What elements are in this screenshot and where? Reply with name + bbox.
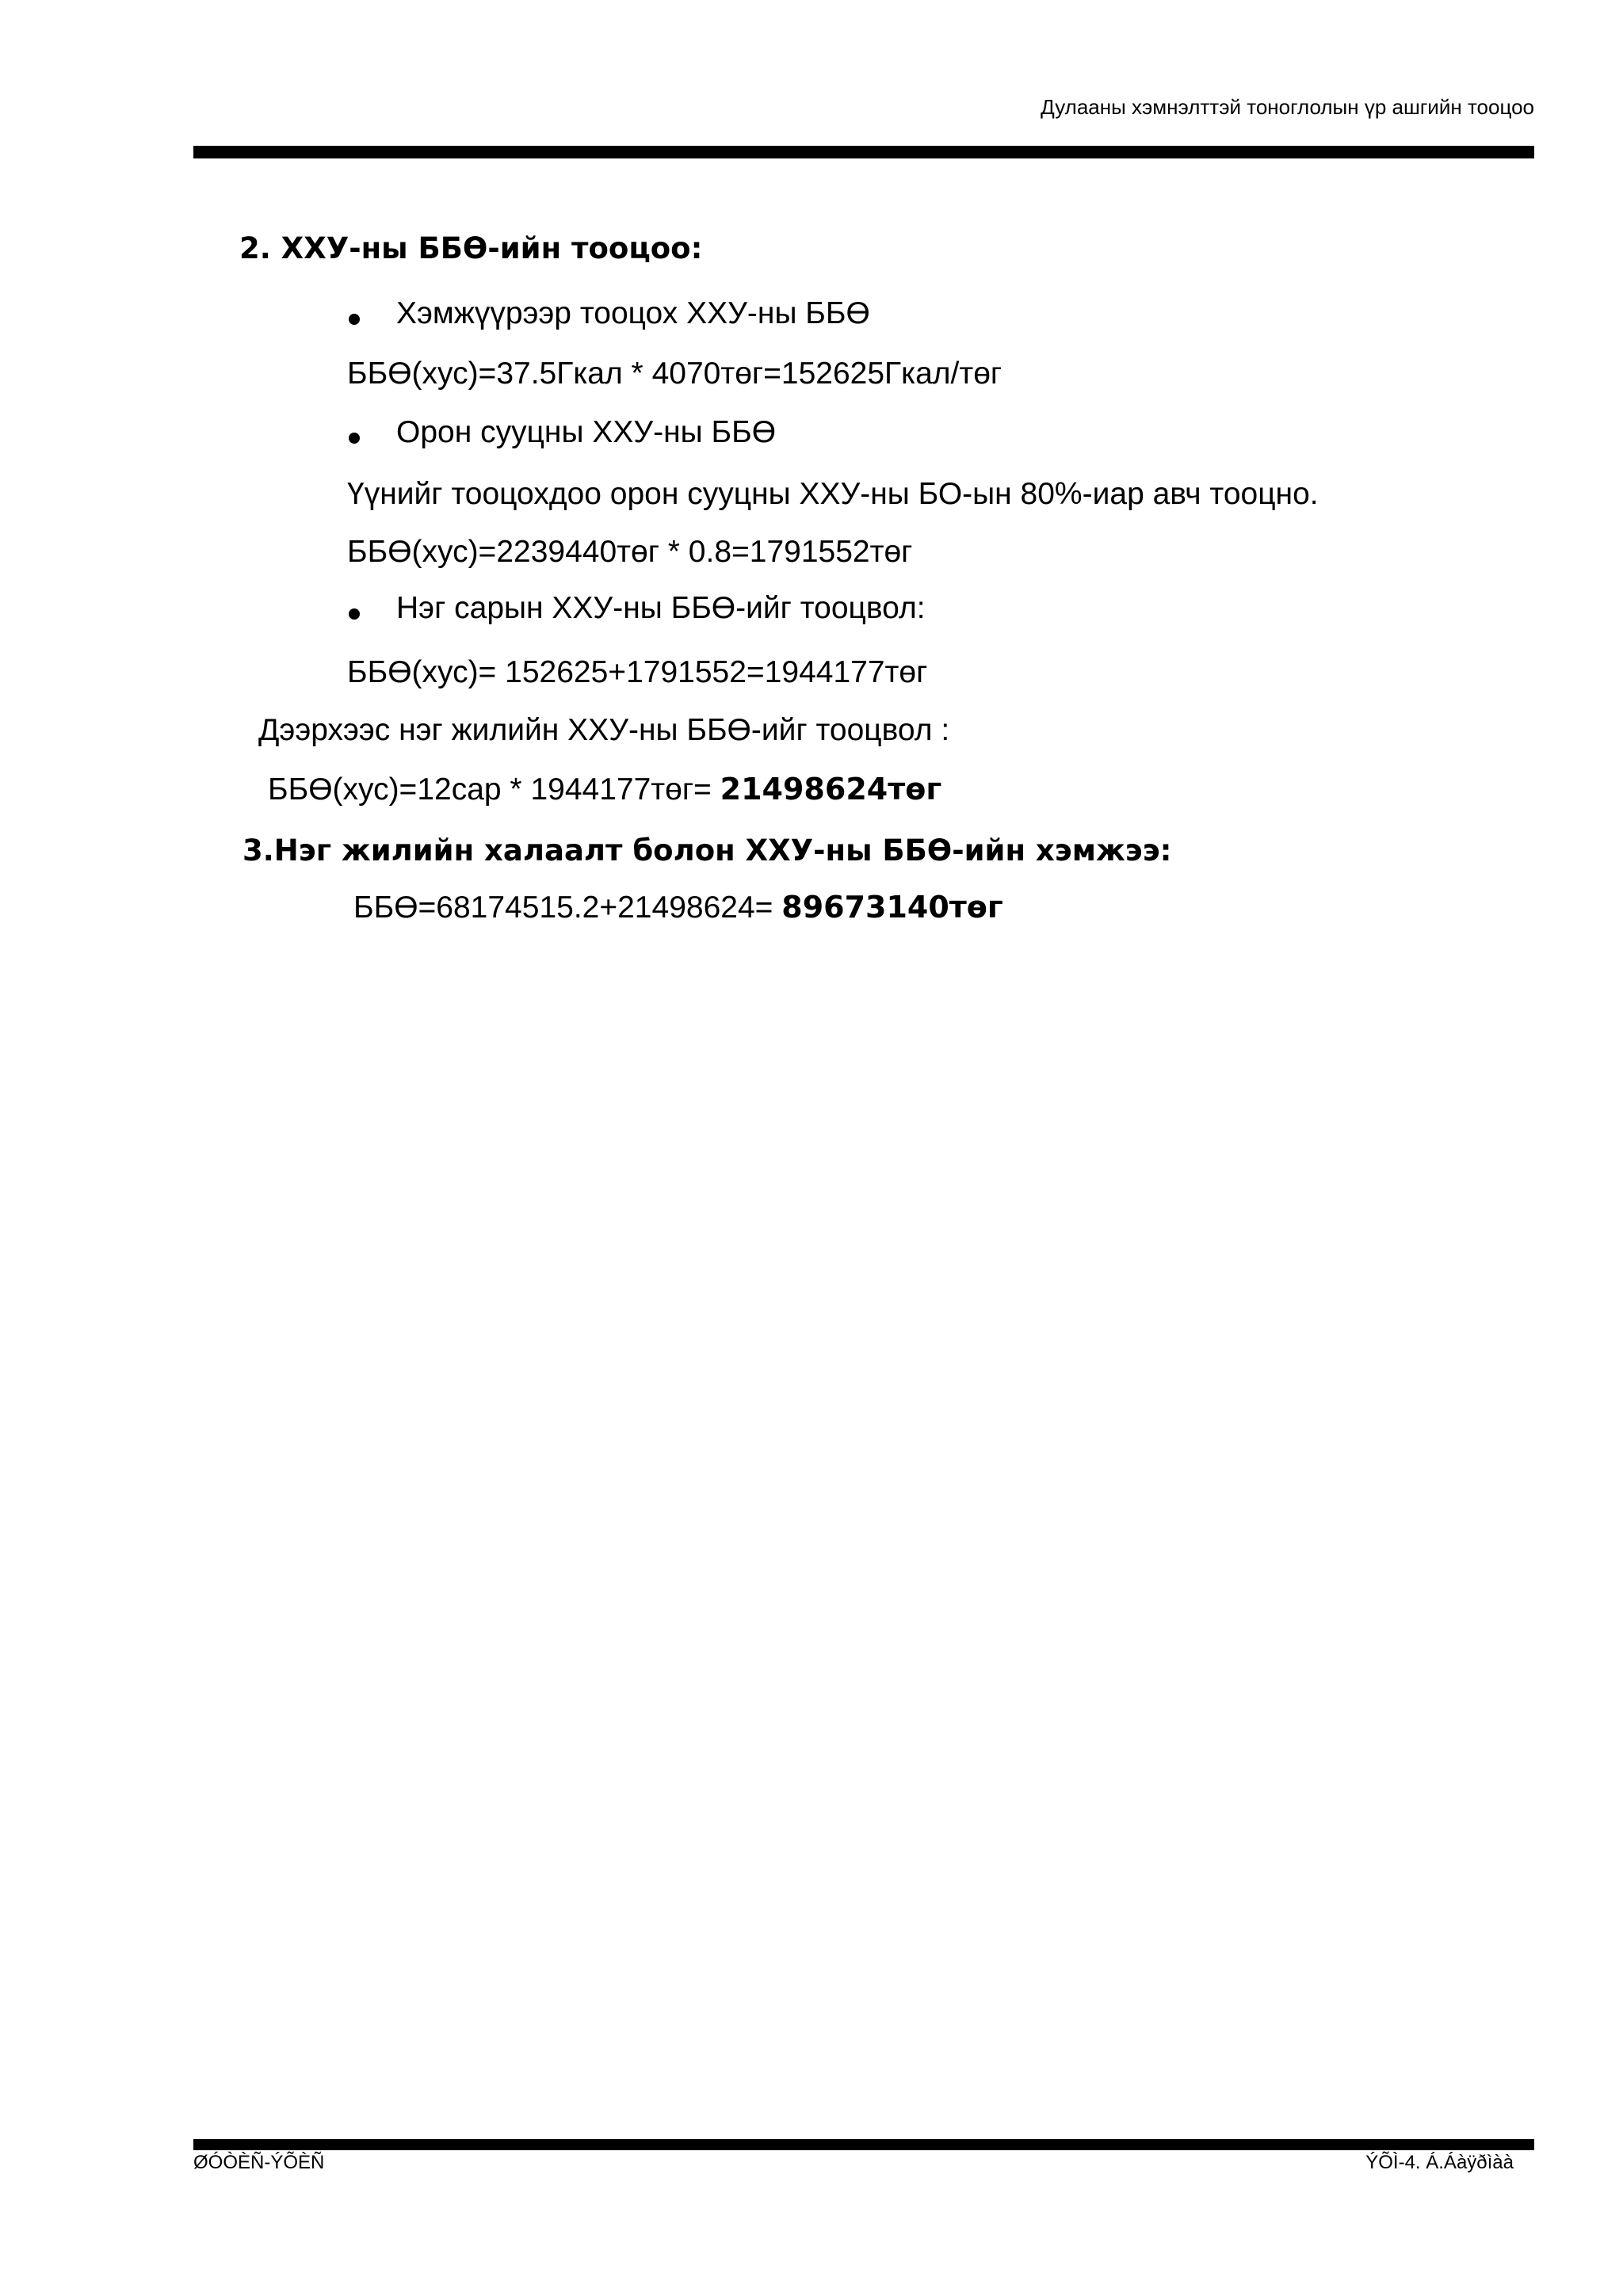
footer-institution: ØÓÒÈÑ-ÝÕÈÑ [193, 2152, 325, 2173]
formula-residential: ББӨ(хус)=2239440төг * 0.8=1791552төг [347, 535, 913, 569]
total-result: 89673140төг [781, 890, 1003, 925]
bullet-icon [349, 314, 360, 325]
calculation-note: Үүнийг тооцохдоо орон сууцны ХХУ-ны БО-ын 80%-иар авч тооцно. [347, 477, 1319, 511]
yearly-intro: Дээрхээс нэг жилийн ХХУ-ны ББӨ-ийг тооцвол : [258, 713, 950, 747]
section-3-heading: 3.Нэг жилийн халаалт болон ХХУ-ны ББӨ-ийн хэмжээ: [242, 833, 1172, 868]
header-rule [193, 146, 1534, 158]
bullet-icon [349, 433, 360, 444]
bullet-metered-item: Хэмжүүрээр тооцох ХХУ-ны ББӨ [396, 296, 870, 330]
formula-total-row [353, 890, 1003, 925]
bullet-icon [349, 608, 360, 620]
formula-yearly: ББӨ(хус)=12сар * 1944177төг= [268, 772, 720, 807]
footer-rule [193, 2139, 1534, 2150]
bullet-residential-item: Орон сууцны ХХУ-ны ББӨ [396, 415, 777, 449]
formula-metered: ББӨ(хус)=37.5Гкал * 4070төг=152625Гкал/төг [347, 357, 1002, 391]
bullet-monthly-item: Нэг сарын ХХУ-ны ББӨ-ийг тооцвол: [396, 591, 926, 625]
footer-author: ÝÕÌ-4. Á.Áàÿðìàà [1365, 2152, 1514, 2173]
formula-monthly: ББӨ(хус)= 152625+1791552=1944177төг [347, 655, 928, 689]
running-header: Дулааны хэмнэлттэй тоноглолын үр ашгийн тооцоо [1041, 95, 1534, 119]
section-2-heading: 2. ХХУ-ны ББӨ-ийн тооцоо: [239, 231, 703, 265]
yearly-result: 21498624төг [720, 772, 942, 807]
formula-yearly-row [268, 772, 941, 807]
formula-total: ББӨ=68174515.2+21498624= [353, 891, 782, 925]
